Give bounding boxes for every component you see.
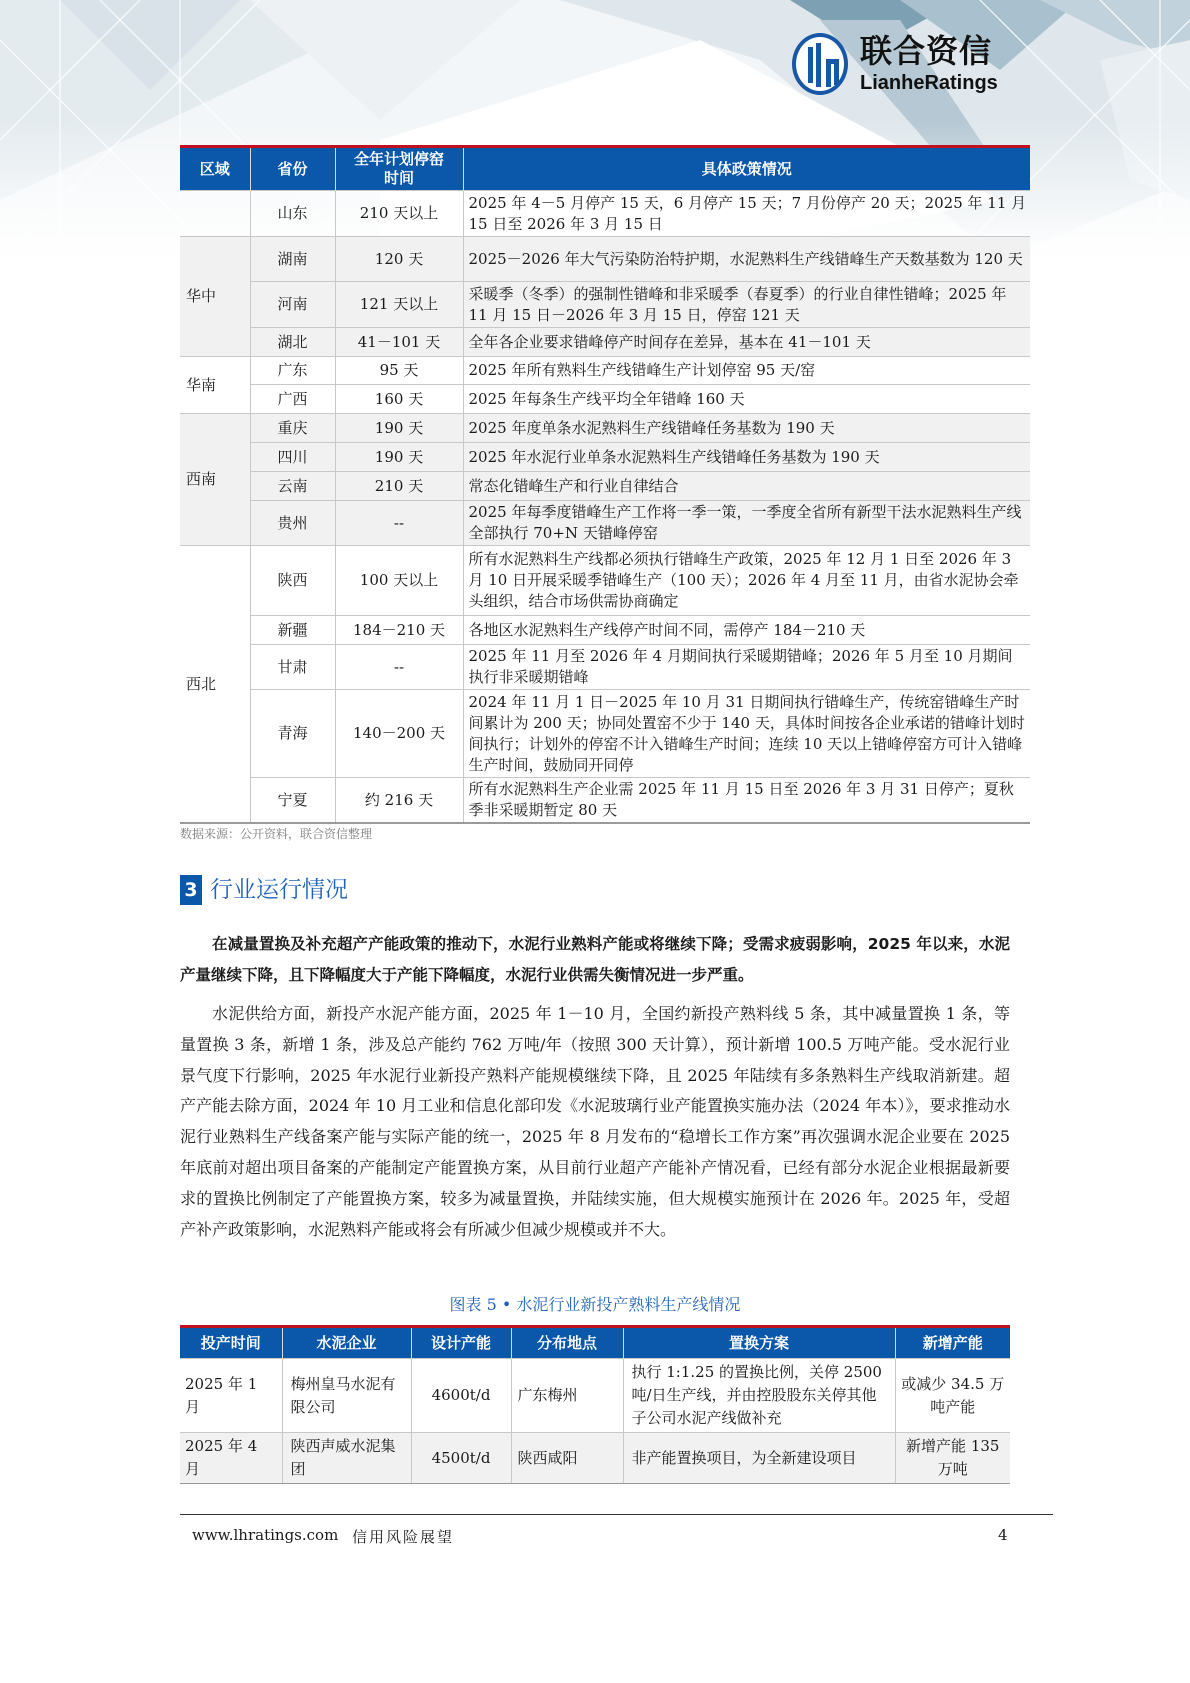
province-cell: 四川 <box>250 443 335 472</box>
province-cell: 湖南 <box>250 237 335 282</box>
table-row <box>180 501 1030 546</box>
table-row <box>180 1433 1010 1484</box>
staggered-production-policy-table <box>180 145 1030 824</box>
data-source-note: 数据来源：公开资料，联合资信整理 <box>180 827 373 841</box>
region-cell <box>180 191 250 237</box>
company-cell: 陕西声威水泥集团 <box>282 1433 411 1484</box>
col-header-date: 投产时间 <box>180 1327 282 1359</box>
section-number-badge: 3 <box>180 875 202 905</box>
days-cell: 140－200 天 <box>335 690 463 778</box>
section-heading <box>180 875 348 905</box>
plan-cell: 非产能置换项目，为全新建设项目 <box>623 1433 895 1484</box>
days-cell: -- <box>335 645 463 690</box>
policy-cell: 2025－2026 年大气污染防治特护期，水泥熟料生产线错峰生产天数基数为 120 天 <box>463 237 1030 282</box>
table-row <box>180 385 1030 414</box>
table-row <box>180 616 1030 645</box>
days-cell: 100 天以上 <box>335 546 463 616</box>
date-cell: 2025 年 4 月 <box>180 1433 282 1484</box>
region-cell: 西北 <box>180 546 250 824</box>
section-title: 行业运行情况 <box>210 877 348 903</box>
province-cell: 河南 <box>250 282 335 328</box>
table-row <box>180 472 1030 501</box>
table-row <box>180 191 1030 237</box>
province-cell: 湖北 <box>250 328 335 357</box>
col-header-province: 省份 <box>250 147 335 191</box>
province-cell: 广西 <box>250 385 335 414</box>
new-clinker-lines-table <box>180 1325 1010 1484</box>
days-cell: 190 天 <box>335 414 463 443</box>
table-row <box>180 414 1030 443</box>
policy-cell: 所有水泥熟料生产企业需 2025 年 11 月 15 日至 2026 年 3 月 31 日停产；夏秋季非采暖期暂定 80 天 <box>463 778 1030 824</box>
table-row <box>180 443 1030 472</box>
capacity-cell: 4600t/d <box>411 1359 511 1433</box>
table-row <box>180 778 1030 824</box>
days-cell: 120 天 <box>335 237 463 282</box>
province-cell: 重庆 <box>250 414 335 443</box>
days-cell: 95 天 <box>335 357 463 385</box>
days-cell: 约 216 天 <box>335 778 463 824</box>
added-capacity-cell: 或减少 34.5 万吨产能 <box>895 1359 1010 1433</box>
table-row <box>180 1359 1010 1433</box>
province-cell: 甘肃 <box>250 645 335 690</box>
company-logo <box>792 33 1022 99</box>
table-row <box>180 690 1030 778</box>
days-cell: 160 天 <box>335 385 463 414</box>
days-cell: 121 天以上 <box>335 282 463 328</box>
col-header-planned-days: 全年计划停窑 时间 <box>335 147 463 191</box>
lh-logo-icon <box>792 33 848 95</box>
col-header-company: 水泥企业 <box>282 1327 411 1359</box>
policy-cell: 全年各企业要求错峰停产时间存在差异，基本在 41－101 天 <box>463 328 1030 357</box>
province-cell: 宁夏 <box>250 778 335 824</box>
col-header-capacity: 设计产能 <box>411 1327 511 1359</box>
table-row <box>180 645 1030 690</box>
plan-cell: 执行 1:1.25 的置换比例，关停 2500 吨/日生产线，并由控股股东关停其他子公司水泥产线做补充 <box>623 1359 895 1433</box>
col-header-region: 区域 <box>180 147 250 191</box>
province-cell: 广东 <box>250 357 335 385</box>
footer-publication-name: 信用风险展望 <box>352 1528 455 1546</box>
province-cell: 山东 <box>250 191 335 237</box>
col-header-plan: 置换方案 <box>623 1327 895 1359</box>
section-summary: 在减量置换及补充超产产能政策的推动下，水泥行业熟料产能或将继续下降；受需求疲弱影响，2025 年以来，水泥产量继续下降，且下降幅度大于产能下降幅度，水泥行业供需失衡情况进一步严重。 <box>180 935 1010 984</box>
date-cell: 2025 年 1 月 <box>180 1359 282 1433</box>
location-cell: 广东梅州 <box>511 1359 623 1433</box>
days-cell: 210 天以上 <box>335 191 463 237</box>
policy-cell: 2025 年 11 月至 2026 年 4 月期间执行采暖期错峰；2026 年 5 月至 10 月期间执行非采暖期错峰 <box>463 645 1030 690</box>
policy-cell: 2025 年每季度错峰生产工作将一季一策，一季度全省所有新型干法水泥熟料生产线全部执行 70+N 天错峰停窑 <box>463 501 1030 546</box>
table-row <box>180 237 1030 282</box>
policy-cell: 采暖季（冬季）的强制性错峰和非采暖季（春夏季）的行业自律性错峰；2025 年 11 月 15 日－2026 年 3 月 15 日，停窑 121 天 <box>463 282 1030 328</box>
location-cell: 陕西咸阳 <box>511 1433 623 1484</box>
days-cell: 210 天 <box>335 472 463 501</box>
capacity-cell: 4500t/d <box>411 1433 511 1484</box>
table-row <box>180 357 1030 385</box>
logo-name-en: LianheRatings <box>860 72 998 94</box>
province-cell: 贵州 <box>250 501 335 546</box>
days-cell: 184－210 天 <box>335 616 463 645</box>
province-cell: 青海 <box>250 690 335 778</box>
footer-website-link[interactable]: www.lhratings.com <box>192 1526 339 1544</box>
days-cell: 41－101 天 <box>335 328 463 357</box>
policy-cell: 2025 年每条生产线平均全年错峰 160 天 <box>463 385 1030 414</box>
section-body-paragraph: 水泥供给方面，新投产水泥产能方面，2025 年 1－10 月，全国约新投产熟料线 5 条，其中减量置换 1 条，等量置换 3 条，新增 1 条，涉及总产能约 762 万吨/年（按照 300 天计算），预计新增 100.5 万吨产能。受水泥行业景气度下行影响，2025 年水泥行业新投产熟料产能规模继续下降，且 2025 年陆续有多条熟料生产线取消新建。超产产能去除方面，2024 年 10 月工业和信息化部印发《水泥玻璃行业产能置换实施办法（2024 年本）》，要求推动水泥行业熟料生产线备案产能与实际产能的统一，2025 年 8 月发布的“稳增长工作方案”再次强调水泥企业要在 2025 年底前对超出项目备案的产能制定产能置换方案，从目前行业超产产能补产情况看，已经有部分水泥企业根据最新要求的置换比例制定了产能置换方案，较多为减量置换，并陆续实施，但大规模实施预计在 2026 年。2025 年，受超产补产政策影响，水泥熟料产能或将会有所减少但减少规模或并不大。 <box>180 1004 1010 1239</box>
company-cell: 梅州皇马水泥有限公司 <box>282 1359 411 1433</box>
policy-cell: 2025 年度单条水泥熟料生产线错峰任务基数为 190 天 <box>463 414 1030 443</box>
region-cell: 华南 <box>180 357 250 414</box>
province-cell: 陕西 <box>250 546 335 616</box>
policy-cell: 2025 年水泥行业单条水泥熟料生产线错峰任务基数为 190 天 <box>463 443 1030 472</box>
days-cell: 190 天 <box>335 443 463 472</box>
policy-cell: 常态化错峰生产和行业自律结合 <box>463 472 1030 501</box>
region-cell: 西南 <box>180 414 250 546</box>
province-cell: 新疆 <box>250 616 335 645</box>
policy-cell: 所有水泥熟料生产线都必须执行错峰生产政策，2025 年 12 月 1 日至 2026 年 3 月 10 日开展采暖季错峰生产（100 天）；2026 年 4 月至 11 月，由省水泥协会牵头组织，结合市场供需协商确定 <box>463 546 1030 616</box>
policy-cell: 2025 年所有熟料生产线错峰生产计划停窑 95 天/窑 <box>463 357 1030 385</box>
added-capacity-cell: 新增产能 135 万吨 <box>895 1433 1010 1484</box>
table-row <box>180 328 1030 357</box>
policy-cell: 2024 年 11 月 1 日－2025 年 10 月 31 日期间执行错峰生产，传统窑错峰生产时间累计为 200 天；协同处置窑不少于 140 天，具体时间按各企业承诺的错峰计划时间执行；计划外的停窑不计入错峰生产时间；连续 10 天以上错峰停窑方可计入错峰生产时间，鼓励同开同停 <box>463 690 1030 778</box>
table-row <box>180 282 1030 328</box>
footer-divider <box>180 1514 1053 1515</box>
region-cell: 华中 <box>180 237 250 357</box>
figure-caption: 图表 5 • 水泥行业新投产熟料生产线情况 <box>449 1295 741 1314</box>
table-row <box>180 546 1030 616</box>
page-number: 4 <box>998 1526 1008 1544</box>
days-cell: -- <box>335 501 463 546</box>
policy-cell: 各地区水泥熟料生产线停产时间不同，需停产 184－210 天 <box>463 616 1030 645</box>
logo-name-cn: 联合资信 <box>860 32 993 70</box>
col-header-location: 分布地点 <box>511 1327 623 1359</box>
province-cell: 云南 <box>250 472 335 501</box>
policy-cell: 2025 年 4－5 月停产 15 天，6 月停产 15 天；7 月份停产 20 天；2025 年 11 月 15 日至 2026 年 3 月 15 日 <box>463 191 1030 237</box>
col-header-added-capacity: 新增产能 <box>895 1327 1010 1359</box>
col-header-policy: 具体政策情况 <box>463 147 1030 191</box>
